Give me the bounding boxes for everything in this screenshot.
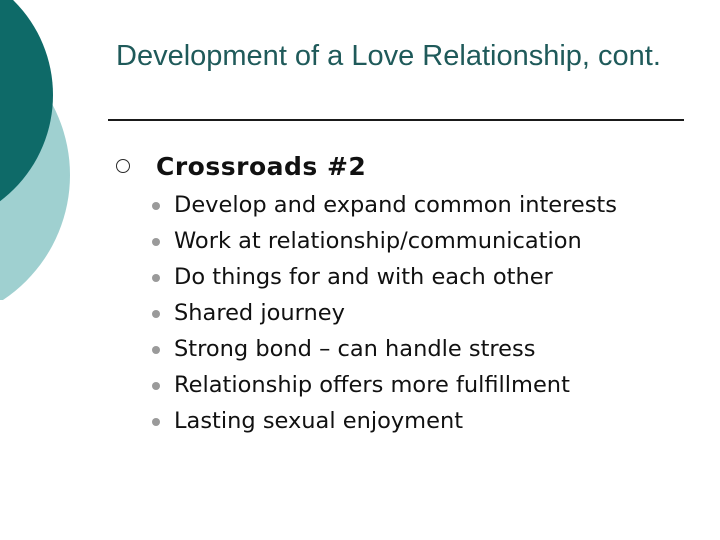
sub-bullet-list xyxy=(152,187,617,439)
list-item xyxy=(152,331,617,367)
list-item xyxy=(152,403,617,439)
bullet-dot-icon xyxy=(152,238,160,246)
list-item xyxy=(152,223,617,259)
bullet-dot-icon xyxy=(152,346,160,354)
list-item xyxy=(152,295,617,331)
list-item-text: Develop and expand common interests xyxy=(174,192,617,218)
list-item-text: Strong bond – can handle stress xyxy=(174,336,536,362)
list-item-text: Relationship offers more fulfillment xyxy=(174,372,570,398)
decorative-circles xyxy=(0,0,80,300)
main-bullet xyxy=(116,150,366,182)
list-item xyxy=(152,367,617,403)
list-item xyxy=(152,259,617,295)
bullet-dot-icon xyxy=(152,418,160,426)
bullet-dot-icon xyxy=(152,202,160,210)
list-item-text: Do things for and with each other xyxy=(174,264,553,290)
hollow-circle-bullet-icon xyxy=(116,159,130,173)
title-divider xyxy=(108,119,684,121)
main-bullet-text: Crossroads #2 xyxy=(156,151,367,181)
list-item-text: Lasting sexual enjoyment xyxy=(174,408,464,434)
list-item-text: Work at relationship/communication xyxy=(174,228,582,254)
bullet-dot-icon xyxy=(152,310,160,318)
list-item xyxy=(152,187,617,223)
list-item-text: Shared journey xyxy=(174,300,345,326)
slide-title: Development of a Love Relationship, cont. xyxy=(116,40,661,72)
bullet-dot-icon xyxy=(152,274,160,282)
bullet-dot-icon xyxy=(152,382,160,390)
